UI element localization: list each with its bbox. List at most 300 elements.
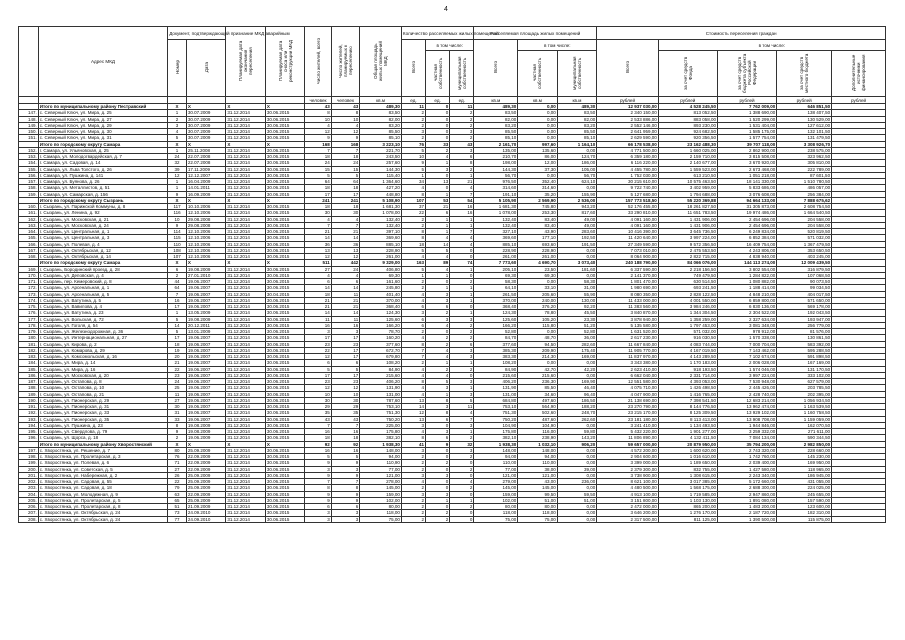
table-cell: 5 105,90 [474,197,518,203]
table-cell: 84,70 [474,335,518,341]
table-cell: 245,80 [360,285,402,291]
table-cell: 168 [331,141,360,147]
table-cell: 169,00 [557,354,597,360]
table-cell: 186,00 [557,160,597,166]
table-cell: 0 [426,116,450,122]
table-cell: 1 284 822,00 [717,272,776,278]
table-cell: 19.06.2007 [186,360,226,366]
table-cell: 51,20 [557,322,597,328]
table-cell: 1 367 479,50 [777,241,832,247]
table-cell: г. Самара, ул. Ульяновская, д. 25 [38,147,167,153]
table-cell: 5 [401,247,425,253]
table-cell: 5 [168,316,187,322]
table-cell: 2 [426,147,450,153]
table-cell: 22 [168,479,187,485]
unit-cell: рублей [832,97,886,104]
table-cell: 916 030,50 [658,335,717,341]
table-cell: 73 [168,510,187,516]
table-cell: 4 [401,297,425,303]
table-cell: 175,40 [557,347,597,353]
table-cell: 51,00 [557,497,597,503]
table-cell: 1 574 046,00 [717,366,776,372]
table-cell: 1 [168,147,187,153]
table-cell: 87 601,50 [777,172,832,178]
table-cell: 0 [450,272,474,278]
table-cell: 31.12.2014 [226,391,266,397]
table-cell: 198,00 [474,160,518,166]
table-cell: 16 [305,447,331,453]
table-cell: 31.12.2014 [226,472,266,478]
table-cell: 1 570 338,00 [717,335,776,341]
table-cell: 4 [401,391,425,397]
table-cell: 31.12.2014 [226,379,266,385]
table-cell: 9 [331,460,360,466]
table-cell: 5 [305,454,331,460]
table-cell: 157. [19,179,39,185]
table-cell: 208. [19,516,39,522]
table-cell: 1 [426,285,450,291]
table-cell: 4 [168,129,187,135]
table-cell: 31.12.2014 [226,272,266,278]
table-cell: 4 [305,272,331,278]
table-cell: 750,20 [474,416,518,422]
table-cell: 1 [401,172,425,178]
col-address: Адрес МКД [38,27,167,97]
table-cell: с. Северный Ключ, ул. Мира, д. 29 [38,122,167,128]
table-cell: 316 879,50 [777,266,832,272]
table-cell: г. Сызрань, ул. Щорса, д. 18 [38,435,167,441]
unit-cell: рублей [597,97,658,104]
table-cell: 0 [426,504,450,510]
table-cell: 176. [19,310,39,316]
table-cell: 2 454 696,00 [717,222,776,228]
table-cell: 2 [168,272,187,278]
table-cell: 118,00 [518,510,558,516]
table-cell: 1 742 760,00 [717,454,776,460]
table-cell: 19.06.2007 [186,404,226,410]
table-cell: 25.09.2009 [186,485,226,491]
col-area-total [474,40,518,97]
table-cell: 19.06.2007 [186,297,226,303]
table-cell: 161. [19,210,39,216]
table-cell: 49,00 [557,222,597,228]
table-cell: 159,00 [474,491,518,497]
table-cell: 17 [331,372,360,378]
table-cell: 906,20 [557,441,597,447]
table-cell: 11 837 970,00 [597,354,658,360]
table-cell: 8 125 309,50 [658,410,717,416]
table-cell: 2 331 714,00 [658,372,717,378]
table-cell: 1 [450,310,474,316]
table-cell: 0,00 [518,122,558,128]
table-cell: 3 308 926,70 [777,141,832,147]
table-cell: 31.12.2014 [226,316,266,322]
table-cell: 0,00 [518,172,558,178]
table-cell: 2 [450,485,474,491]
table-cell: 15 [331,166,360,172]
table-cell: 29.08.2008 [186,216,226,222]
table-cell: 30.07.2009 [186,110,226,116]
cost-fund-label: за счет средств Фонда [682,56,693,90]
table-cell: 3 [305,466,331,472]
table-cell: 9 [331,491,360,497]
table-cell: 164. [19,229,39,235]
table-cell: 31.12.2014 [226,510,266,516]
table-cell: 2 [401,460,425,466]
table-cell: 86,00 [518,154,558,160]
table-cell: 20 [168,354,187,360]
table-cell: 2 641 959,00 [597,129,658,135]
table-cell: 23 [168,372,187,378]
table-cell: 12 [168,172,187,178]
table-cell: 185. [19,366,39,372]
table-cell: 1 159 059,00 [777,416,832,422]
table-cell: 168. [19,254,39,260]
table-cell: 9 [305,135,331,141]
table-cell: 107 [401,197,425,203]
table-cell: 0,00 [557,360,597,366]
table-cell: 83,20 [557,122,597,128]
table-cell: 2 304 522,00 [717,310,776,316]
table-cell: 16 [450,210,474,216]
table-cell: 3 081 348,00 [717,322,776,328]
table-cell: 31.12.2014 [226,335,266,341]
table-cell: 0 [450,304,474,310]
table-cell: 0,00 [557,472,597,478]
table-cell: 155,90 [557,191,597,197]
table-cell: 160. [19,204,39,210]
table-cell: 30.06.2015 [265,154,305,160]
table-cell: 0 [450,460,474,466]
table-cell: 12,00 [518,160,558,166]
table-cell: 23 [331,379,360,385]
table-cell: 6 [305,279,331,285]
table-cell: 25.09.2009 [186,472,226,478]
table-cell: 124,30 [474,310,518,316]
col-area-incl: в том числе: [518,40,597,51]
table-cell: 225,00 [360,422,402,428]
table-cell: 2 006 028,00 [717,360,776,366]
table-cell: 31.12.2014 [226,285,266,291]
table-cell: 4 393 053,00 [658,379,717,385]
table-cell: 222 789,00 [777,166,832,172]
table-cell: г. Сызрань, ул. Арсенальная, д. 5 [38,291,167,297]
table-cell: 19.08.2009 [186,429,226,435]
table-cell: 3 151 800,00 [597,497,658,503]
table-cell: 8 [401,191,425,197]
table-cell: 7 [305,422,331,428]
table-cell: 489,30 [474,104,518,110]
table-cell: 115,80 [518,322,558,328]
table-cell: 2 [401,454,425,460]
table-cell: 31.12.2014 [226,129,266,135]
table-cell: 377,60 [360,341,402,347]
table-cell: 30.06.2015 [265,210,305,216]
table-cell: 406,20 [360,379,402,385]
table-cell: 12.10.2006 [186,229,226,235]
cost-extra-label: Дополнительные источники финансирования [851,54,867,92]
table-cell: 5 [401,166,425,172]
table-cell: 206. [19,504,39,510]
table-cell: 240 188 790,00 [597,260,658,266]
table-cell: 8 [450,160,474,166]
table-cell: 30.06.2015 [265,454,305,460]
table-cell: 31.12.2014 [226,110,266,116]
table-cell: 121,00 [360,472,402,478]
table-cell: 78,70 [360,329,402,335]
table-cell: 182 310,00 [777,510,832,516]
table-cell: 33,10 [518,285,558,291]
table-cell: 31.12.2014 [226,247,266,253]
residents-label: Число жителей, всего [315,37,321,85]
table-cell: 110 [168,241,187,247]
table-cell: 30.06.2015 [265,147,305,153]
table-cell: X [186,141,226,147]
table-cell: 3 [305,510,331,516]
table-cell: 10 [305,391,331,397]
table-cell: 64 [305,179,331,185]
table-cell: 205. [19,497,39,503]
table-cell: 3 [401,472,425,478]
table-cell: 80,00 [474,504,518,510]
table-cell: 323 962,50 [777,154,832,160]
table-cell: 12 [401,410,425,416]
table-cell: 486 057,00 [777,185,832,191]
table-cell [832,516,886,522]
table-cell: 1 388 690,00 [717,110,776,116]
table-cell: 6 [426,210,450,216]
table-cell: 2 140 677,00 [658,160,717,166]
table-cell: 997,60 [518,141,558,147]
table-cell: 192 043,50 [777,310,832,316]
table-cell: с. Хворостянка, ул. Молодежная, д. 9 [38,491,167,497]
table-cell: 16 409 754,00 [717,241,776,247]
table-cell: 228 660,00 [777,447,832,453]
table-cell: 59 657 000,00 [597,441,658,447]
table-cell: 2 [168,116,187,122]
table-cell: г. Сызрань, ул. Гоголя, д. 54 [38,322,167,328]
table-cell: 83,50 [557,110,597,116]
table-cell: 31,00 [557,285,597,291]
table-cell: 6 [331,360,360,366]
table-cell: 80,00 [518,504,558,510]
table-cell: 3 241 410,00 [597,422,658,428]
table-cell: 404 017,50 [777,291,832,297]
table-cell: 4 [401,372,425,378]
table-cell: 3 840 870,00 [597,310,658,316]
col-area-private [518,51,558,97]
rooms-total-label: Всего [410,61,416,74]
table-cell: 1 [401,272,425,278]
table-cell: 5 432 220,00 [597,429,658,435]
table-cell: 613 210,50 [658,172,717,178]
table-cell: 3 878 940,00 [597,316,658,322]
table-cell: 21 [426,204,450,210]
table-cell: 1 078,00 [474,210,518,216]
table-cell: г. Самара, ул. Буянова, д. 26 [38,179,167,185]
table-cell: с. Хворостянка, ул. Полевая, д. 6 [38,460,167,466]
planned-end-label: Планируемая дата окончания переселения [238,40,254,82]
table-cell: 0,00 [518,360,558,366]
table-cell: 8 [426,397,450,403]
table-cell: 7 [450,416,474,422]
table-cell: 75,00 [360,516,402,522]
table-cell: 90 073,50 [777,279,832,285]
table-cell: 10 [305,116,331,122]
table-cell: 1 [426,229,450,235]
table-cell: 31.12.2014 [226,122,266,128]
table-cell: Итого по городскому округу Сызрань [38,197,167,203]
table-cell: 9 [305,497,331,503]
table-cell: 2 533 886,00 [597,116,658,122]
table-cell: 145,00 [360,485,402,491]
table-cell: 131,90 [360,385,402,391]
table-cell: 753,10 [474,404,518,410]
table-cell: 33 290 810,00 [597,210,658,216]
table-cell: 6 [426,304,450,310]
table-cell: 3 [401,129,425,135]
table-cell: 22.07.2008 [186,154,226,160]
table-cell: 283,60 [557,229,597,235]
table-cell: 0,00 [557,185,597,191]
table-cell: 2 [450,335,474,341]
table-cell: 162. [19,216,39,222]
table-cell: 7 073 010,00 [597,247,658,253]
table-cell: 30.06.2015 [265,322,305,328]
unit-cell [168,97,187,104]
table-cell: 161,60 [360,279,402,285]
table-cell: 193 947,00 [777,316,832,322]
table-cell: 595 288,50 [777,347,832,353]
table-cell: 1 163 539,50 [777,404,832,410]
table-cell: 3 [450,316,474,322]
table-cell: 353 650,50 [777,247,832,253]
table-cell: 191,10 [474,191,518,197]
table-cell: 124,30 [360,310,402,316]
table-cell: 17 [305,335,331,341]
table-cell: 8 144 776,50 [658,404,717,410]
table-cell: 571 032,00 [658,329,717,335]
table-cell: 30.06.2015 [265,397,305,403]
table-cell: 12 551 580,00 [597,379,658,385]
table-cell: 22.09.2009 [186,491,226,497]
table-cell: 4 243 806,00 [717,247,776,253]
table-cell: с. Хворостянка, ул. Садовая, д. 18 [38,485,167,491]
table-cell: 69,30 [360,272,402,278]
table-cell: 173. [19,291,39,297]
col-cost-incl: в том числе: [658,40,885,51]
table-cell: 8 621 100,00 [597,479,658,485]
table-cell: 18 [305,291,331,297]
table-cell: 2 [450,116,474,122]
table-cell: 30.07.2009 [186,135,226,141]
table-cell: 1 [450,266,474,272]
table-cell: 2 [401,279,425,285]
table-cell: 5 127 680,00 [597,191,658,197]
table-cell: 116,00 [518,429,558,435]
table-cell: 186,50 [557,397,597,403]
col-cost-fund [658,51,717,97]
table-cell: 22.09.2009 [186,460,226,466]
table-cell: X [265,141,305,147]
table-cell: 25.09.2009 [186,497,226,503]
table-cell: 564,90 [518,404,558,410]
table-cell: 31.12.2014 [226,329,266,335]
table-cell: 1 [450,285,474,291]
table-cell: 23,50 [518,266,558,272]
table-cell: 31.12.2014 [226,397,266,403]
table-cell: г. Сызрань, ул. Центральная, д. 3 [38,235,167,241]
table-cell: 6 830 136,00 [717,304,776,310]
table-cell: 63 [168,491,187,497]
table-cell: X [168,441,187,447]
table-cell: 31.12.2014 [226,447,266,453]
table-cell: 4 838 940,00 [717,254,776,260]
table-cell: 11 [450,404,474,410]
table-cell: 256 384,00 [777,191,832,197]
table-cell: 76 [168,454,187,460]
table-cell: 832 755,00 [658,466,717,472]
table-cell: 0 [450,472,474,478]
table-cell: 5 [331,366,360,372]
table-cell: 24.09.2010 [186,510,226,516]
table-cell: 31.12.2014 [226,172,266,178]
table-cell: г. Сызрань, ул. Остапова, д. 10 [38,385,167,391]
table-cell: 0 [426,329,450,335]
table-cell: 52,80 [557,329,597,335]
table-cell: 624,10 [557,179,597,185]
table-cell: 885,10 [360,241,402,247]
table-cell: 19 [168,347,187,353]
table-cell: 204. [19,491,39,497]
table-cell: 210,70 [474,154,518,160]
table-cell: 2 862 900,00 [717,147,776,153]
table-cell: 2 608 754,50 [777,204,832,210]
table-cell: 6 [426,416,450,422]
table-cell: 1 [168,179,187,185]
table-cell: 3 [426,385,450,391]
table-cell: 152. [19,147,39,153]
table-cell: 13 [426,179,450,185]
table-cell: 131,90 [474,385,518,391]
table-cell: 22.07.2008 [186,160,226,166]
table-cell: 1 520 299,00 [717,116,776,122]
table-cell: 4 [426,354,450,360]
table-cell: 7 [331,422,360,428]
table-cell: 1 585 175,00 [717,129,776,135]
table-cell: 43 [305,104,331,110]
table-cell: 9 [426,441,450,447]
table-cell: 397,10 [360,229,402,235]
table-cell: 52 176 455,00 [597,204,658,210]
table-cell: 64 [168,285,187,291]
table-cell: 124,70 [557,154,597,160]
table-cell: 3 [426,472,450,478]
table-cell: 3 [401,310,425,316]
table-cell: 14 [305,235,331,241]
unit-cell: рублей [717,97,776,104]
table-cell: 9 [305,472,331,478]
table-cell: 7 [305,147,331,153]
table-cell: X [186,197,226,203]
table-cell: 5 108,90 [360,197,402,203]
table-cell: 30.06.2015 [265,404,305,410]
table-cell: г. Самара, ул. Самарская, д. 156 [38,191,167,197]
table-cell: 236,00 [557,479,597,485]
table-cell: 30.06.2015 [265,160,305,166]
table-cell: 3 [426,297,450,303]
table-cell: 2 [450,329,474,335]
